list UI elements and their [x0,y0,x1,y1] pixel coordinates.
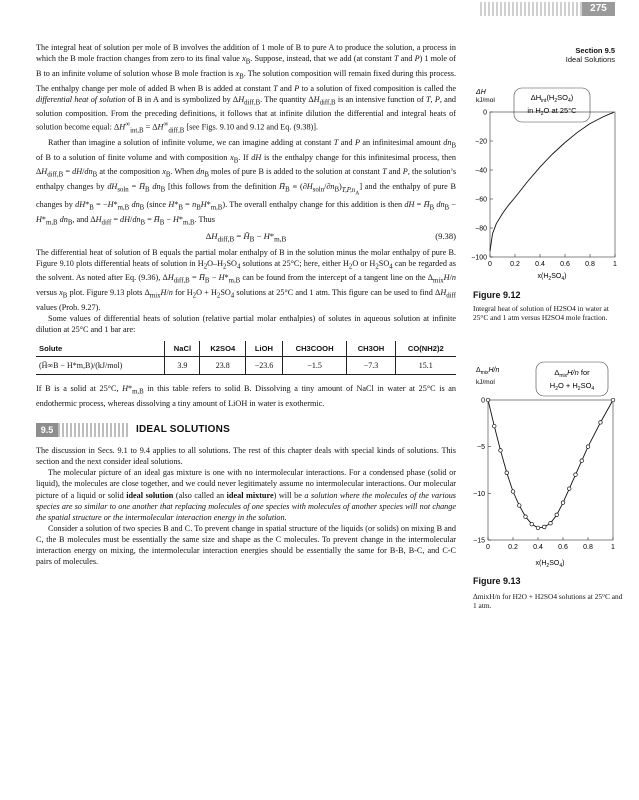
data-point [567,487,571,491]
equation-9-38: $\Delta H_{diff,B}$ = $H̄_B - H*_{m,B}$ (9.38) [205,230,456,244]
table-row-label: (H̄∞B − H*m,B)/(kJ/mol) [36,357,165,375]
heat-of-solution-curve [490,112,614,251]
running-section-number: Section 9.5 [575,46,615,55]
figure-9-12-title: Figure 9.12 [473,290,521,300]
y-axis-label: ΔH [476,89,486,96]
y-axis-label: $\Delta_{mix}H/n$ [476,367,500,376]
data-point [542,525,546,529]
data-point [511,490,515,494]
y-tick-label: −100 [471,254,487,262]
paragraph: The differential heat of solution of B equals the partial molar enthalpy of B in the solution minus the molar enthalpy of pure B. Figure 9.10 plots differential heats of solution in $H_2O-H_2SO_4$ solutions at 25°C; here, either $H_2O$ or $H_2SO_4$ can be regarded as the solvent. As noted after Eq. (9.36), $\Delta H_{diff,B}$ = $H̄_B - H*_{m,B}$ can be found from the intercept of a tangent line on the $\Delta_{mix}H/n$ versus $x_B$ plot. Figure 9.13 plots $\Delta_{mix}H/n$ for $H_2O + H_2SO_4$ solutions at 25°C and 1 atm. This figure can be used to find $\Delta H_{diff}$ values (Prob. 9.27). [36,247,456,312]
table-header: CH3COOH [282,341,347,357]
data-point [599,421,603,425]
table-cell: −7.3 [347,357,395,375]
data-point [517,504,521,508]
x-tick-label: 0.2 [508,544,518,551]
figure-9-13-title: Figure 9.13 [473,576,521,586]
section-stripes [58,423,128,437]
table-header: CH3OH [347,341,395,357]
table-row [36,357,456,375]
paragraph: Rather than imagine a solution of infinite volume, we can imagine adding at constant T and P an infinitesimal amount $dn_B$ of B to a solution of finite volume and with composition $x_B$. If dH is the enthalpy change for this infinitesimal process, then $\Delta H_{diff,B} = dH/dn_B$ at the composition $x_B$. When $dn_B$ moles of pure B is added to the solution at constant T and P, the solution’s enthalpy changes by $dH_{soln}$ = $H̄_B$ $dn_B$ [this follows from the definition $H̄_B \equiv (\partial H_{soln}/\partial n_B)_{T,P,n_A}$] and the enthalpy of pure B changes by $dH*_B = -H*_{m,B}$ $dn_B$ (since $H*_B = n_BH*_{m,B}$). The overall enthalpy change for this addition is then dH = $H̄_B$ $dn_B - H*_{m,B}$ $dn_B$, and $\Delta H_{diff} = dH/dn_B$ = $H̄_B - H*_{m,B}$. Thus [36,137,457,227]
table-cell: 15.1 [395,357,456,375]
data-point [555,513,559,517]
plot-frame [490,112,615,257]
table-header: Solute [36,341,165,357]
y-ticks [473,398,491,545]
y-tick-label: −80 [475,225,487,233]
y-tick-label: −60 [475,196,487,204]
x-tick-label: 0 [488,261,492,268]
data-points [486,398,615,529]
x-tick-label: 0.6 [560,261,570,268]
table-header-row [36,341,456,357]
section-number: 9.5 [36,423,58,437]
data-point [499,449,503,453]
x-tick-label: 1 [613,261,617,268]
data-point [586,445,590,449]
x-axis-label: $x(H_2SO_4)$ [537,273,567,282]
legend-line-2: in $H_2O$ at 25°C [527,106,577,117]
section-heading [36,423,456,437]
data-point [549,521,553,525]
y-tick-label: −5 [477,444,485,452]
x-tick-label: 0.6 [558,544,568,551]
figure-9-13-caption: ΔmixH/n for H2O + H2SO4 solutions at 25°C and 1 atm. [473,592,623,610]
paragraph: If B is a solid at 25°C, $H*_{m,B}$ in this table refers to solid B. Dissolving a tiny amount of NaCl in water at 25°C is an endothermic process, whereas dissolving a tiny amount of LiOH in water is exothermic. [36,384,456,409]
table-header: CO(NH2)2 [395,341,456,357]
x-axis-label: $x(H_2SO_4)$ [535,560,565,569]
y-axis-sublabel: kJ/mol [476,379,495,386]
table-header: K2SO4 [200,341,246,357]
x-tick-label: 0.4 [535,261,545,268]
paragraph: Consider a solution of two species B and C. To prevent change in spatial structure of the liquids (or solids) on mixing B and C, the B molecules must be essentially the same size and shape as the C molecules. To prevent change in the intermolecular interaction energy on mixing, the intermolecular interaction energies should be essentially the same for B-B, B-C, and C-C pairs of molecules. [36,523,456,567]
heat-of-solution-table [36,341,456,375]
main-text-column [36,42,456,567]
x-tick-label: 0 [486,544,490,551]
data-point [574,473,578,477]
paragraph: The discussion in Secs. 9.1 to 9.4 applies to all solutions. The rest of this chapter deals with special kinds of solutions. This section and the next consider ideal solutions. [36,446,456,467]
x-tick-label: 1 [611,544,615,551]
figure-9-12-caption: Integral heat of solution of H2SO4 in water at 25°C and 1 atm versus H2SO4 mole fraction. [473,304,609,322]
data-point [580,459,584,463]
section-title: IDEAL SOLUTIONS [136,424,230,436]
paragraph: The molecular picture of an ideal gas mixture is one with no intermolecular interactions. For a condensed phase (solid or liquid), the molecules are close together, and we could never legitimately assume no intermolecular interactions. Our molecular picture of a liquid or solid ideal solution (also called an ideal mixture) will be a solution where the molecules of the various species are so similar to one another that replacing molecules of one species with molecules of another species will not change the spatial structure or the intermolecular interaction energy in the solution. [36,468,456,522]
data-point [536,526,540,530]
paragraph: The integral heat of solution per mole of B involves the addition of 1 mole of B to pure A to produce the solution, a process in which the B mole fraction changes from zero to its final value $x_B$. Suppose, instead, that we add (at constant T and P) 1 mole of B to an infinite volume of solution whose B mole fraction is $x_B$. The solution composition will remain fixed during this process. The enthalpy change per mole of added B when B is added at constant T and P to a solution of fixed composition is called the differential heat of solution of B in A and is symbolized by $\Delta H_{diff,B}$. The quantity $\Delta H_{diff,B}$ is an intensive function of T, P, and solution composition. From the preceding definitions, it follows that at infinite dilution the differential and integral heats of solution become equal: $\Delta H^\infty_{int,B} = \Delta H^\infty_{diff,B}$ [see Figs. 9.10 and 9.12 and Eq. (9.38)]. [36,43,457,135]
page-number: 275 [582,2,615,16]
y-tick-label: −20 [475,138,487,146]
x-tick-label: 0.8 [583,544,593,551]
x-ticks [488,254,617,268]
table-cell: −23.6 [246,357,283,375]
data-point [486,398,490,402]
running-section-label [566,46,615,64]
y-tick-label: −10 [473,490,485,498]
running-section-title: Ideal Solutions [565,55,615,64]
y-tick-label: −40 [475,167,487,175]
y-tick-label: 0 [483,109,487,117]
paragraph: Some values of differential heats of solution (relative partial molar enthalpies) of solutes in aqueous solution at infinite dilution at 25°C and 1 bar are: [36,313,456,335]
data-point [561,501,565,505]
x-ticks [486,537,615,551]
figure-9-13-chart [470,360,630,570]
y-axis-sublabel: kJ/mol [476,97,495,104]
data-point [530,522,534,526]
legend-line-1: $\Delta_{mix}H/n$ for [554,368,590,379]
y-tick-label: −15 [473,537,485,545]
legend-line-2: $H_2O + H_2SO_4$ [549,381,595,392]
table-header: LiOH [246,341,283,357]
data-point [524,515,528,519]
data-point [505,471,509,475]
data-point [611,398,615,402]
table-cell: −1.5 [282,357,347,375]
table-header: NaCl [165,341,200,357]
plot-frame [488,400,613,540]
x-tick-label: 0.4 [533,544,543,551]
table-cell: 23.8 [200,357,246,375]
data-point [492,424,496,428]
x-tick-label: 0.8 [585,261,595,268]
table-cell: 3.9 [165,357,200,375]
mixing-enthalpy-curve [488,400,613,528]
figure-9-12-chart [470,82,630,282]
x-tick-label: 0.2 [510,261,520,268]
y-tick-label: 0 [481,397,485,405]
legend-line-1: $\Delta H_{int}(H_2SO_4)$ [530,93,574,104]
